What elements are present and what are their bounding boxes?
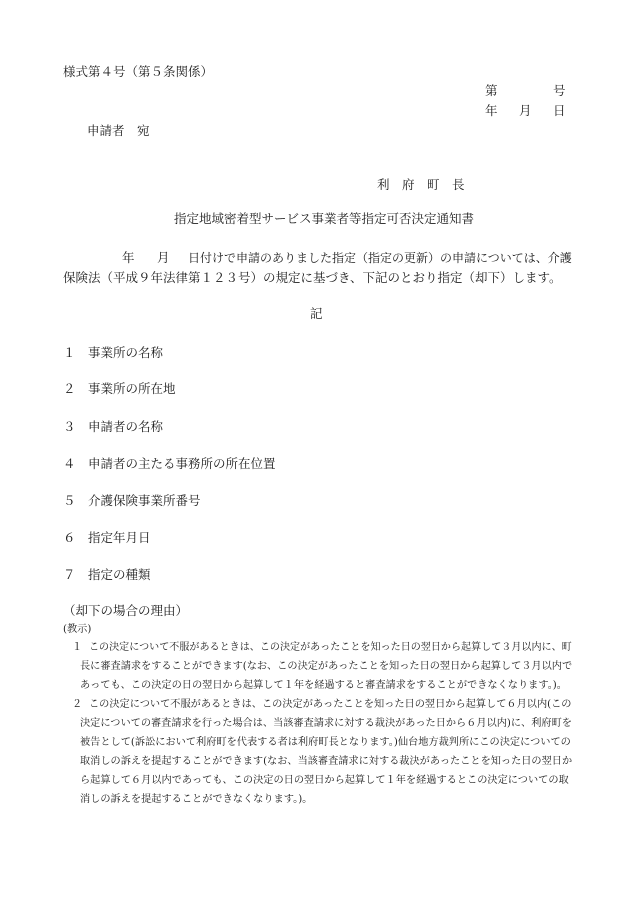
instruction-line: 取消しの訴えを提起することができます(なお、当該審査請求に対する裁決があったことを知った日の翌日か bbox=[80, 756, 573, 767]
instruction-line: あっても、この決定の日の翌日から起算して１年を経過すると審査請求をすることができなくなります。)。 bbox=[80, 680, 567, 691]
instruction-line: 長に審査請求をすることができます(なお、この決定があったことを知った日の翌日から起算して３月以内で bbox=[80, 661, 573, 672]
body-date-year: 年 bbox=[122, 250, 135, 265]
issuer: 利 府 町 長 bbox=[377, 177, 465, 192]
number-prefix: 第 bbox=[485, 83, 498, 98]
list-item-number: ６ bbox=[63, 530, 76, 545]
instruction-line: 決定についての審査請求を行った場合は、当該審査請求に対する裁決があった日から６月以内)に、利府町を bbox=[80, 718, 572, 729]
document-title: 指定地域密着型サービス事業者等指定可否決定通知書 bbox=[174, 211, 475, 226]
instruction-number: １ bbox=[72, 642, 83, 653]
list-item-label: 申請者の主たる事務所の所在位置 bbox=[88, 456, 276, 471]
list-item-number: ４ bbox=[63, 456, 76, 471]
list-item-label: 事業所の所在地 bbox=[88, 381, 176, 396]
form-number: 様式第４号（第５条関係） bbox=[63, 64, 214, 79]
rejection-reason-heading: （却下の場合の理由） bbox=[63, 603, 189, 618]
instruction-heading: (教示) bbox=[63, 624, 92, 635]
list-item-number: １ bbox=[63, 345, 76, 360]
date-day: 日 bbox=[553, 103, 566, 118]
list-item-label: 指定年月日 bbox=[88, 530, 151, 545]
list-item-number: ３ bbox=[63, 419, 76, 434]
body-date-month: 月 bbox=[157, 250, 170, 265]
body-line-2: 保険法（平成９年法律第１２３号）の規定に基づき、下記のとおり指定（却下）します。 bbox=[63, 270, 562, 285]
list-item-label: 介護保険事業所番号 bbox=[88, 493, 201, 508]
addressee: 申請者 宛 bbox=[87, 123, 150, 138]
body-line-1: 日付けで申請のありました指定（指定の更新）の申請については、介護 bbox=[188, 251, 572, 265]
instruction-line: ら起算して６月以内であっても、この決定の日の翌日から起算して１年を経過するとこの決定についての取 bbox=[80, 775, 569, 786]
number-suffix: 号 bbox=[553, 83, 566, 98]
list-item-label: 指定の種類 bbox=[88, 567, 151, 582]
list-item-label: 事業所の名称 bbox=[88, 345, 164, 360]
instruction-number: ２ bbox=[72, 699, 83, 710]
instruction-line: 被告として(訴訟において利府町を代表する者は利府町長となります。)仙台地方裁判所にこの決定についての bbox=[80, 737, 571, 748]
ki-heading: 記 bbox=[310, 306, 323, 321]
instruction-line: 消しの訴えを提起することができなくなります。)。 bbox=[80, 794, 313, 805]
instruction-line: この決定について不服があるときは、この決定があったことを知った日の翌日から起算して６月以内(この bbox=[89, 699, 572, 710]
date-year: 年 bbox=[485, 103, 498, 118]
list-item-number: ５ bbox=[63, 493, 76, 508]
list-item-label: 申請者の名称 bbox=[88, 419, 164, 434]
date-month: 月 bbox=[519, 103, 532, 118]
instruction-line: この決定について不服があるときは、この決定があったことを知った日の翌日から起算して３月以内に、町 bbox=[89, 642, 572, 653]
list-item-number: ７ bbox=[63, 567, 76, 582]
list-item-number: ２ bbox=[63, 381, 76, 396]
